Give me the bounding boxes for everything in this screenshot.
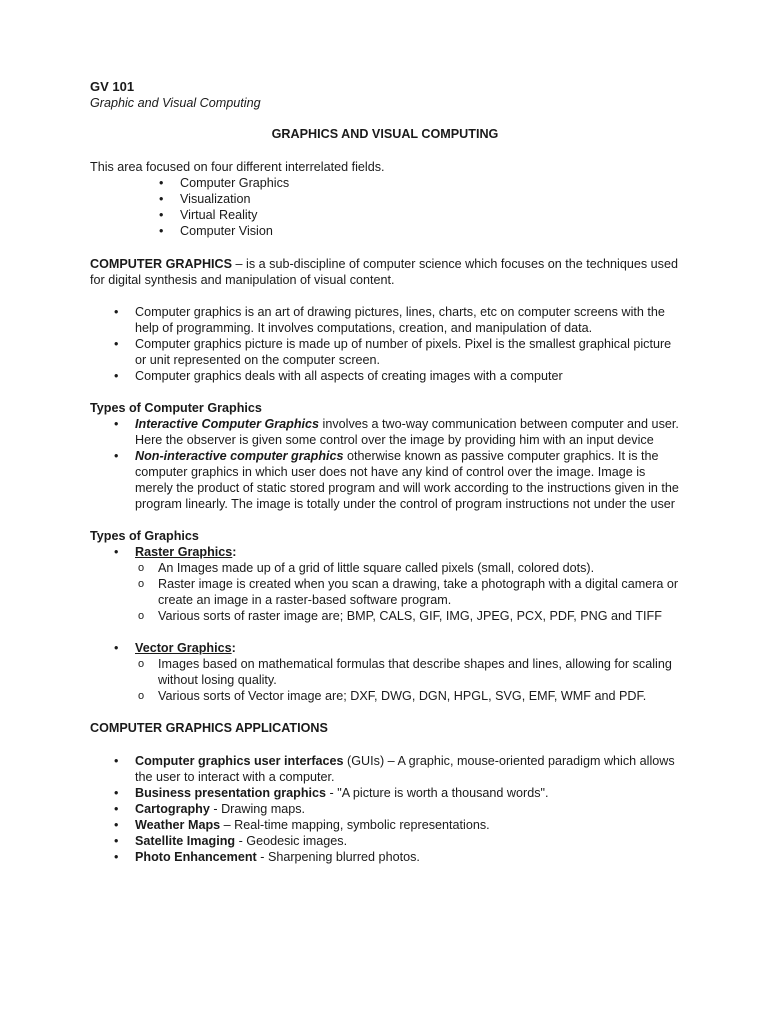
list-item: • Computer Vision [159,223,680,239]
app-text: (GUIs) – A graphic, mouse-oriented paradigm which allows the user to interact with a computer. [135,754,675,784]
app-term: Business presentation graphics [135,786,327,800]
vector-colon: : [231,641,236,655]
list-item: o Raster image is created when you scan a drawing, take a photograph with a digital camera or create an image in a raster-based software program. [135,576,680,608]
raster-graphics-item [114,544,680,560]
vector-points-list [135,656,680,704]
app-text: - Geodesic images. [235,834,348,848]
applications-list [114,753,680,865]
vector-list [114,640,680,656]
fields-list [159,175,680,239]
list-item: • Computer Graphics [159,175,680,191]
list-item: • Computer graphics is an art of drawing pictures, lines, charts, etc on computer screens with the help of programming. It involves computations, creation, and manipulation of data. [114,304,680,336]
list-item [114,833,680,849]
vector-graphics-item [114,640,680,656]
cg-term: COMPUTER GRAPHICS [90,257,233,271]
list-item: • Visualization [159,191,680,207]
document-page [90,79,680,865]
course-code: GV 101 [90,79,135,94]
raster-points-list [135,560,680,624]
cg-definition [90,256,680,288]
app-text: – Real-time mapping, symbolic representations. [220,818,490,832]
list-item: o Various sorts of Vector image are; DXF, DWG, DGN, HPGL, SVG, EMF, WMF and PDF. [135,688,680,704]
app-term: Photo Enhancement [135,850,257,864]
vector-graphics-label: Vector Graphics [135,641,232,655]
list-item [114,416,680,448]
cg-definition-text: – is a sub-discipline of computer science which focuses on the techniques used for digital synthesis and manipulation of visual content. [90,257,678,287]
app-text: - "A picture is worth a thousand words". [326,786,549,800]
course-name: Graphic and Visual Computing [90,96,261,110]
types-graphics-list [114,544,680,560]
list-item: o Images based on mathematical formulas that describe shapes and lines, allowing for scaling without losing quality. [135,656,680,688]
intro-text: This area focused on four different interrelated fields. [90,160,385,174]
list-item: o An Images made up of a grid of little square called pixels (small, colored dots). [135,560,680,576]
list-item: • Computer graphics picture is made up of number of pixels. Pixel is the smallest graphical picture or unit represented on the computer screen. [114,336,680,368]
list-item: o Various sorts of raster image are; BMP, CALS, GIF, IMG, JPEG, PCX, PDF, PNG and TIFF [135,608,680,624]
list-item: • Computer graphics deals with all aspects of creating images with a computer [114,368,680,384]
raster-colon: : [232,545,237,559]
app-text: - Sharpening blurred photos. [256,850,420,864]
interactive-text: involves a two-way communication between computer and user. Here the observer is given some control over the image by providing him with an input device [135,417,679,447]
list-item [114,849,680,865]
interactive-term: Interactive Computer Graphics [135,417,320,431]
types-cg-heading: Types of Computer Graphics [90,401,262,415]
list-item [114,753,680,785]
types-cg-list [114,416,680,512]
app-term: Weather Maps [135,818,221,832]
document-title: GRAPHICS AND VISUAL COMPUTING [271,127,499,141]
app-text: - Drawing maps. [209,802,306,816]
list-item [114,785,680,801]
non-interactive-term: Non-interactive computer graphics [135,449,344,463]
raster-graphics-label: Raster Graphics [135,545,233,559]
types-graphics-heading: Types of Graphics [90,529,199,543]
app-term: Cartography [135,802,210,816]
app-term: Satellite Imaging [135,834,236,848]
list-item [114,801,680,817]
cg-points-list [114,304,680,384]
list-item [114,817,680,833]
non-interactive-text: otherwise known as passive computer graphics. It is the computer graphics in which user does not have any kind of control over the image. Image is merely the product of static stored program and will work according to the instructions given in the program linearly. The image is totally under the control of program instructions not under the user [135,449,679,511]
app-term: Computer graphics user interfaces [135,754,344,768]
list-item [114,448,680,512]
applications-heading: COMPUTER GRAPHICS APPLICATIONS [90,721,328,735]
list-item: • Virtual Reality [159,207,680,223]
